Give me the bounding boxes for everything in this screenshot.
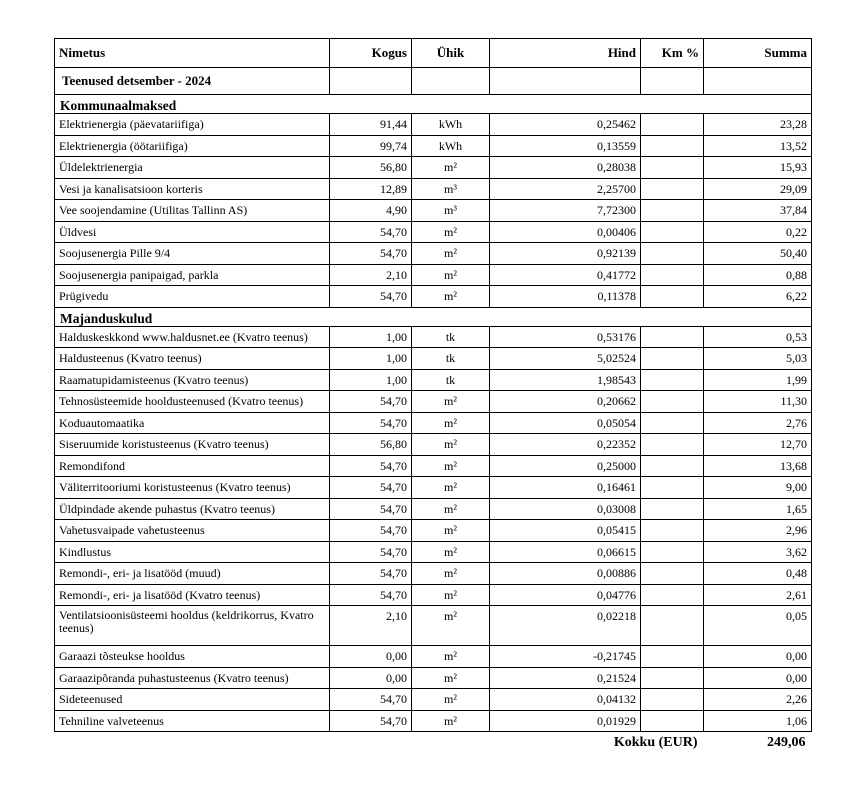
cell-price: 2,25700 <box>490 178 641 200</box>
cell-qty: 56,80 <box>330 157 412 179</box>
cell-price: 0,00406 <box>490 221 641 243</box>
header-price: Hind <box>490 39 641 68</box>
cell-unit: m² <box>412 157 490 179</box>
cell-price: 0,04132 <box>490 689 641 711</box>
cell-price: 0,92139 <box>490 243 641 265</box>
cell-name: Haldusteenus (Kvatro teenus) <box>55 348 330 370</box>
cell-price: 0,05415 <box>490 520 641 542</box>
table-row <box>55 369 812 391</box>
cell-km <box>641 114 704 136</box>
cell-sum: 5,03 <box>704 348 812 370</box>
table-row <box>55 477 812 499</box>
cell-unit: m² <box>412 455 490 477</box>
cell-qty: 54,70 <box>330 391 412 413</box>
table-row <box>55 434 812 456</box>
cell-name: Tehniline valveteenus <box>55 710 330 732</box>
total-spacer <box>55 732 330 755</box>
cell-unit: m² <box>412 243 490 265</box>
total-value: 249,06 <box>767 735 806 750</box>
cell-price: 0,21524 <box>490 667 641 689</box>
cell-name: Soojusenergia panipaigad, parkla <box>55 264 330 286</box>
period-empty-cell <box>641 68 704 95</box>
table-row <box>55 221 812 243</box>
cell-name: Prügivedu <box>55 286 330 308</box>
header-unit: Ühik <box>412 39 490 68</box>
cell-price: 0,13559 <box>490 135 641 157</box>
table-row <box>55 584 812 606</box>
total-spacer <box>330 732 412 755</box>
cell-sum: 23,28 <box>704 114 812 136</box>
cell-price: 0,20662 <box>490 391 641 413</box>
period-empty-cell <box>490 68 641 95</box>
cell-name: Remondifond <box>55 455 330 477</box>
table-row <box>55 412 812 434</box>
table-row <box>55 178 812 200</box>
section-heading-row <box>55 95 812 114</box>
cell-unit: m² <box>412 434 490 456</box>
cell-price: 0,41772 <box>490 264 641 286</box>
cell-price: 0,01929 <box>490 710 641 732</box>
table-row <box>55 689 812 711</box>
cell-qty: 4,90 <box>330 200 412 222</box>
cell-price: 0,00886 <box>490 563 641 585</box>
cell-name: Remondi-, eri- ja lisatööd (Kvatro teenus) <box>55 584 330 606</box>
cell-qty: 54,70 <box>330 243 412 265</box>
cell-qty: 54,70 <box>330 689 412 711</box>
table-row <box>55 520 812 542</box>
cell-unit: m² <box>412 412 490 434</box>
cell-sum: 0,05 <box>704 606 812 646</box>
cell-name: Elektrienergia (päevatariifiga) <box>55 114 330 136</box>
cell-qty: 1,00 <box>330 326 412 348</box>
cell-unit: tk <box>412 326 490 348</box>
cell-sum: 29,09 <box>704 178 812 200</box>
cell-name: Vesi ja kanalisatsioon korteris <box>55 178 330 200</box>
cell-sum: 2,61 <box>704 584 812 606</box>
cell-price: 0,53176 <box>490 326 641 348</box>
table-row <box>55 114 812 136</box>
cell-km <box>641 584 704 606</box>
cell-sum: 6,22 <box>704 286 812 308</box>
cell-name: Üldelektrienergia <box>55 157 330 179</box>
table-row <box>55 646 812 668</box>
cell-km <box>641 221 704 243</box>
cell-name: Koduautomaatika <box>55 412 330 434</box>
cell-sum: 13,52 <box>704 135 812 157</box>
cell-qty: 56,80 <box>330 434 412 456</box>
cell-unit: m² <box>412 286 490 308</box>
cell-sum: 1,99 <box>704 369 812 391</box>
cell-unit: m² <box>412 646 490 668</box>
cell-sum: 1,06 <box>704 710 812 732</box>
cell-km <box>641 477 704 499</box>
period-empty-cell <box>412 68 490 95</box>
period-empty-cell <box>704 68 812 95</box>
cell-sum: 0,88 <box>704 264 812 286</box>
cell-price: -0,21745 <box>490 646 641 668</box>
cell-sum: 13,68 <box>704 455 812 477</box>
cell-unit: kWh <box>412 114 490 136</box>
cell-qty: 54,70 <box>330 221 412 243</box>
cell-sum: 9,00 <box>704 477 812 499</box>
cell-price: 0,22352 <box>490 434 641 456</box>
cell-km <box>641 135 704 157</box>
cell-name: Raamatupidamisteenus (Kvatro teenus) <box>55 369 330 391</box>
cell-price: 0,04776 <box>490 584 641 606</box>
cell-qty: 54,70 <box>330 412 412 434</box>
cell-qty: 1,00 <box>330 369 412 391</box>
cell-sum: 2,26 <box>704 689 812 711</box>
cell-qty: 54,70 <box>330 584 412 606</box>
cell-km <box>641 710 704 732</box>
cell-qty: 54,70 <box>330 541 412 563</box>
cell-name: Garaazipõranda puhastusteenus (Kvatro teenus) <box>55 667 330 689</box>
cell-km <box>641 391 704 413</box>
header-sum: Summa <box>704 39 812 68</box>
cell-sum: 50,40 <box>704 243 812 265</box>
header-km: Km % <box>641 39 704 68</box>
cell-qty: 54,70 <box>330 563 412 585</box>
table-row <box>55 391 812 413</box>
table-row <box>55 348 812 370</box>
cell-unit: m² <box>412 391 490 413</box>
cell-km <box>641 326 704 348</box>
cell-km <box>641 563 704 585</box>
cell-name: Ventilatsioonisüsteemi hooldus (keldrikorrus, Kvatro teenus) <box>55 606 330 646</box>
table-row <box>55 498 812 520</box>
section-title: Kommunaalmaksed <box>55 95 812 114</box>
header-qty: Kogus <box>330 39 412 68</box>
cell-km <box>641 348 704 370</box>
cell-sum: 15,93 <box>704 157 812 179</box>
table-row <box>55 286 812 308</box>
cell-km <box>641 412 704 434</box>
section-heading-row <box>55 307 812 326</box>
cell-km <box>641 520 704 542</box>
table-row <box>55 710 812 732</box>
cell-name: Remondi-, eri- ja lisatööd (muud) <box>55 563 330 585</box>
cell-unit: m² <box>412 606 490 646</box>
table-row <box>55 541 812 563</box>
table-body <box>55 68 812 732</box>
table-row <box>55 606 812 646</box>
cell-name: Sideteenused <box>55 689 330 711</box>
cell-price: 0,11378 <box>490 286 641 308</box>
cell-name: Üldpindade akende puhastus (Kvatro teenus) <box>55 498 330 520</box>
cell-km <box>641 200 704 222</box>
cell-qty: 54,70 <box>330 710 412 732</box>
cell-qty: 0,00 <box>330 646 412 668</box>
cell-name: Vee soojendamine (Utilitas Tallinn AS) <box>55 200 330 222</box>
cell-sum: 3,62 <box>704 541 812 563</box>
cell-price: 0,25462 <box>490 114 641 136</box>
cell-qty: 2,10 <box>330 606 412 646</box>
cell-qty: 54,70 <box>330 498 412 520</box>
cell-unit: tk <box>412 348 490 370</box>
cell-km <box>641 689 704 711</box>
cell-name: Tehnosüsteemide hooldusteenused (Kvatro teenus) <box>55 391 330 413</box>
cell-qty: 2,10 <box>330 264 412 286</box>
cell-sum: 1,65 <box>704 498 812 520</box>
cell-sum: 37,84 <box>704 200 812 222</box>
table-row <box>55 243 812 265</box>
cell-name: Kindlustus <box>55 541 330 563</box>
cell-km <box>641 455 704 477</box>
cell-price: 0,16461 <box>490 477 641 499</box>
cell-qty: 54,70 <box>330 455 412 477</box>
cell-km <box>641 667 704 689</box>
cell-price: 0,05054 <box>490 412 641 434</box>
cell-km <box>641 243 704 265</box>
table-row <box>55 563 812 585</box>
cell-qty: 0,00 <box>330 667 412 689</box>
cell-unit: m² <box>412 520 490 542</box>
table-row <box>55 455 812 477</box>
total-spacer <box>412 732 490 755</box>
cell-qty: 54,70 <box>330 520 412 542</box>
cell-unit: m² <box>412 477 490 499</box>
cell-name: Halduskeskkond www.haldusnet.ee (Kvatro teenus) <box>55 326 330 348</box>
cell-sum: 2,76 <box>704 412 812 434</box>
table-row <box>55 326 812 348</box>
cell-price: 0,25000 <box>490 455 641 477</box>
cell-km <box>641 369 704 391</box>
period-row <box>55 68 812 95</box>
cell-unit: m² <box>412 710 490 732</box>
cell-qty: 12,89 <box>330 178 412 200</box>
cell-qty: 1,00 <box>330 348 412 370</box>
cell-price: 1,98543 <box>490 369 641 391</box>
cell-sum: 0,48 <box>704 563 812 585</box>
cell-qty: 54,70 <box>330 286 412 308</box>
cell-unit: tk <box>412 369 490 391</box>
cell-qty: 54,70 <box>330 477 412 499</box>
cell-km <box>641 646 704 668</box>
cell-km <box>641 541 704 563</box>
cell-price: 0,03008 <box>490 498 641 520</box>
cell-name: Vahetusvaipade vahetusteenus <box>55 520 330 542</box>
cell-price: 0,06615 <box>490 541 641 563</box>
cell-name: Siseruumide koristusteenus (Kvatro teenus) <box>55 434 330 456</box>
header-name: Nimetus <box>55 39 330 68</box>
cell-sum: 12,70 <box>704 434 812 456</box>
cell-unit: m² <box>412 264 490 286</box>
cell-km <box>641 498 704 520</box>
table-row <box>55 157 812 179</box>
cell-unit: m² <box>412 667 490 689</box>
cell-km <box>641 434 704 456</box>
section-title: Majanduskulud <box>55 307 812 326</box>
period-title: Teenused detsember - 2024 <box>55 68 330 95</box>
table-row <box>55 264 812 286</box>
header-row <box>55 39 812 68</box>
table-row <box>55 135 812 157</box>
cell-sum: 0,00 <box>704 667 812 689</box>
cell-sum: 0,00 <box>704 646 812 668</box>
cell-name: Elektrienergia (öötariifiga) <box>55 135 330 157</box>
cell-sum: 2,96 <box>704 520 812 542</box>
period-empty-cell <box>330 68 412 95</box>
cell-km <box>641 264 704 286</box>
cell-name: Garaazi tõsteukse hooldus <box>55 646 330 668</box>
total-row <box>55 732 812 755</box>
cell-sum: 0,22 <box>704 221 812 243</box>
cell-unit: m² <box>412 498 490 520</box>
cell-km <box>641 606 704 646</box>
cell-km <box>641 157 704 179</box>
cell-unit: m² <box>412 563 490 585</box>
cell-sum: 11,30 <box>704 391 812 413</box>
cell-km <box>641 178 704 200</box>
cell-qty: 99,74 <box>330 135 412 157</box>
cell-price: 5,02524 <box>490 348 641 370</box>
total-label: Kokku (EUR) <box>613 735 698 750</box>
cell-unit: m² <box>412 689 490 711</box>
cell-name: Soojusenergia Pille 9/4 <box>55 243 330 265</box>
cell-unit: m² <box>412 541 490 563</box>
cell-price: 7,72300 <box>490 200 641 222</box>
cell-unit: m³ <box>412 178 490 200</box>
cell-unit: m² <box>412 221 490 243</box>
cell-qty: 91,44 <box>330 114 412 136</box>
table-row <box>55 200 812 222</box>
cell-price: 0,28038 <box>490 157 641 179</box>
cell-km <box>641 286 704 308</box>
table-row <box>55 667 812 689</box>
cell-unit: m² <box>412 584 490 606</box>
cell-unit: m³ <box>412 200 490 222</box>
cell-price: 0,02218 <box>490 606 641 646</box>
cell-unit: kWh <box>412 135 490 157</box>
cell-name: Väliterritooriumi koristusteenus (Kvatro teenus) <box>55 477 330 499</box>
cell-sum: 0,53 <box>704 326 812 348</box>
cell-name: Üldvesi <box>55 221 330 243</box>
invoice-table <box>54 38 812 754</box>
